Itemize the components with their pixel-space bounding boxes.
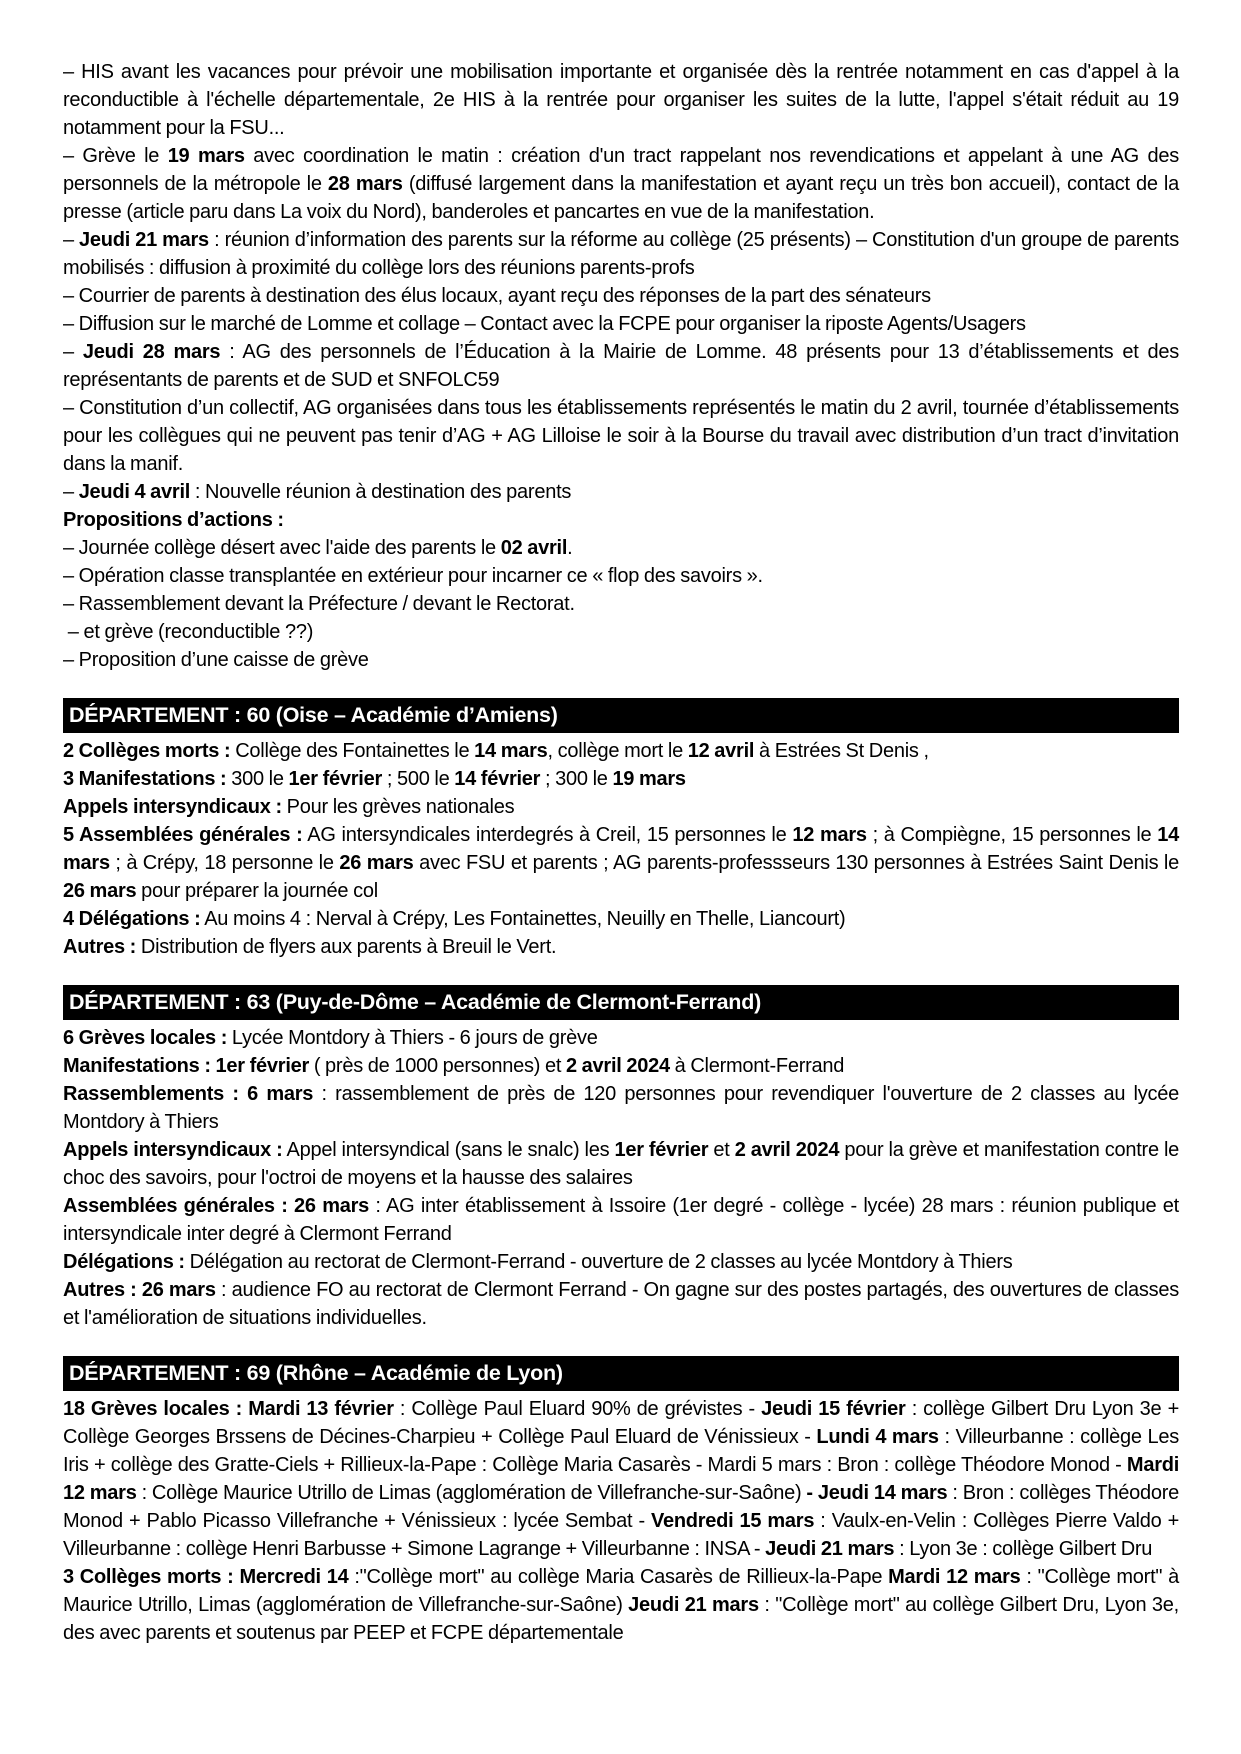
paragraph: – HIS avant les vacances pour prévoir une mobilisation importante et organisée dès la rentrée notamment en cas d'appel à la reconductible à l'échelle départementale, 2e HIS à la rentrée pour organiser les suites de la lutte, l'appel s'était réduit au 19 notamment pour la FSU... — [63, 61, 1179, 139]
section-dept-69 — [63, 1395, 1179, 1647]
paragraph-colleges-morts: 2 Collèges morts : Collège des Fontainettes le 14 mars, collège mort le 12 avril à Estrées St Denis , — [63, 740, 929, 762]
paragraph-manifestations: Manifestations : 1er février ( près de 1000 personnes) et 2 avril 2024 à Clermont-Ferrand — [63, 1055, 845, 1077]
paragraph-rassemblements: Rassemblements : 6 mars : rassemblement de près de 120 personnes pour revendiquer l'ouverture de 2 classes au lycée Montdory à Thiers — [63, 1083, 1179, 1133]
section-intro — [63, 58, 1179, 674]
paragraph: – Opération classe transplantée en extérieur pour incarner ce « flop des savoirs ». — [63, 565, 763, 587]
paragraph-autres: Autres : 26 mars : audience FO au rectorat de Clermont Ferrand - On gagne sur des postes partagés, des ouvertures de classes et l'amélioration de situations individuelles. — [63, 1279, 1179, 1329]
paragraph: – Grève le 19 mars avec coordination le matin : création d'un tract rappelant nos revendications et appelant à une AG des personnels de la métropole le 28 mars (diffusé largement dans la manifestation et ayant reçu un très bon accueil), contact de la presse (article paru dans La voix du Nord), banderoles et pancartes en vue de la manifestation. — [63, 145, 1179, 223]
paragraph-greves-locales: 18 Grèves locales : Mardi 13 février : Collège Paul Eluard 90% de grévistes - Jeudi 15 février : collège Gilbert Dru Lyon 3e + Collège Georges Brssens de Décines-Charpieu + Collège Paul Eluard de Vénissieux - Lundi 4 mars : Villeurbanne : collège Les Iris + collège des Gratte-Ciels + Rillieux-la-Pape : Collège Maria Casarès - Mardi 5 mars : Bron : collège Théodore Monod - Mardi 12 mars : Collège Maurice Utrillo de Limas (agglomération de Villefranche-sur-Saône) - Jeudi 14 mars : Bron : collèges Théodore Monod + Pablo Picasso Villefranche + Vénissieux : lycée Sembat - Vendredi 15 mars : Vaulx-en-Velin : Collèges Pierre Valdo + Villeurbanne : collège Henri Barbusse + Simone Lagrange + Villeurbanne : INSA - Jeudi 21 mars : Lyon 3e : collège Gilbert Dru — [63, 1398, 1180, 1560]
paragraph: – Jeudi 4 avril : Nouvelle réunion à destination des parents — [63, 481, 572, 503]
paragraph-delegations: Délégations : Délégation au rectorat de Clermont-Ferrand - ouverture de 2 classes au lycée Montdory à Thiers — [63, 1251, 1013, 1273]
paragraph: – Constitution d’un collectif, AG organisées dans tous les établissements représentés le matin du 2 avril, tournée d’établissements pour les collègues qui ne peuvent pas tenir d’AG + AG Lilloise le soir à la Bourse du travail avec distribution d’un tract d’invitation dans la manif. — [63, 397, 1179, 475]
paragraph-colleges-morts: 3 Collèges morts : Mercredi 14 :"Collège mort" au collège Maria Casarès de Rillieux-la-Pape Mardi 12 mars : "Collège mort" à Maurice Utrillo, Limas (agglomération de Villefranche-sur-Saône) Jeudi 21 mars : "Collège mort" au collège Gilbert Dru, Lyon 3e, des avec parents et soutenus par PEEP et FCPE départementale — [63, 1566, 1179, 1644]
paragraph-propositions-heading: Propositions d’actions : — [63, 509, 284, 531]
paragraph: – Proposition d’une caisse de grève — [63, 649, 369, 671]
department-header-63: DÉPARTEMENT : 63 (Puy-de-Dôme – Académie de Clermont-Ferrand) — [63, 985, 1179, 1020]
department-header-60: DÉPARTEMENT : 60 (Oise – Académie d’Amiens) — [63, 698, 1179, 733]
paragraph-appels-intersyndicaux: Appels intersyndicaux : Pour les grèves nationales — [63, 796, 515, 818]
section-dept-63 — [63, 1024, 1179, 1332]
paragraph-assemblees-generales: Assemblées générales : 26 mars : AG inter établissement à Issoire (1er degré - collège - lycée) 28 mars : réunion publique et intersyndicale inter degré à Clermont Ferrand — [63, 1195, 1179, 1245]
paragraph-delegations: 4 Délégations : Au moins 4 : Nerval à Crépy, Les Fontainettes, Neuilly en Thelle, Liancourt) — [63, 908, 846, 930]
department-header-69: DÉPARTEMENT : 69 (Rhône – Académie de Lyon) — [63, 1356, 1179, 1391]
paragraph: – Journée collège désert avec l'aide des parents le 02 avril. — [63, 537, 573, 559]
paragraph: – Diffusion sur le marché de Lomme et collage – Contact avec la FCPE pour organiser la riposte Agents/Usagers — [63, 313, 1026, 335]
paragraph-appels-intersyndicaux: Appels intersyndicaux : Appel intersyndical (sans le snalc) les 1er février et 2 avril 2024 pour la grève et manifestation contre le choc des savoirs, pour l'octroi de moyens et la hausse des salaires — [63, 1139, 1180, 1189]
paragraph-greves-locales: 6 Grèves locales : Lycée Montdory à Thiers - 6 jours de grève — [63, 1027, 598, 1049]
paragraph: – et grève (reconductible ??) — [63, 621, 314, 643]
paragraph: – Rassemblement devant la Préfecture / devant le Rectorat. — [63, 593, 575, 615]
paragraph-autres: Autres : Distribution de flyers aux parents à Breuil le Vert. — [63, 936, 557, 958]
paragraph: – Jeudi 21 mars : réunion d’information des parents sur la réforme au collège (25 présents) – Constitution d'un groupe de parents mobilisés : diffusion à proximité du collège lors des réunions parents-profs — [63, 229, 1179, 279]
paragraph-manifestations: 3 Manifestations : 300 le 1er février ; 500 le 14 février ; 300 le 19 mars — [63, 768, 686, 790]
section-dept-60 — [63, 737, 1179, 961]
paragraph-assemblees-generales: 5 Assemblées générales : AG intersyndicales interdegrés à Creil, 15 personnes le 12 mars ; à Compiègne, 15 personnes le 14 mars ; à Crépy, 18 personne le 26 mars avec FSU et parents ; AG parents-professseurs 130 personnes à Estrées Saint Denis le 26 mars pour préparer la journée col — [63, 824, 1179, 902]
paragraph: – Jeudi 28 mars : AG des personnels de l’Éducation à la Mairie de Lomme. 48 présents pour 13 d’établissements et des représentants de parents et de SUD et SNFOLC59 — [63, 341, 1179, 391]
paragraph: – Courrier de parents à destination des élus locaux, ayant reçu des réponses de la part des sénateurs — [63, 285, 931, 307]
